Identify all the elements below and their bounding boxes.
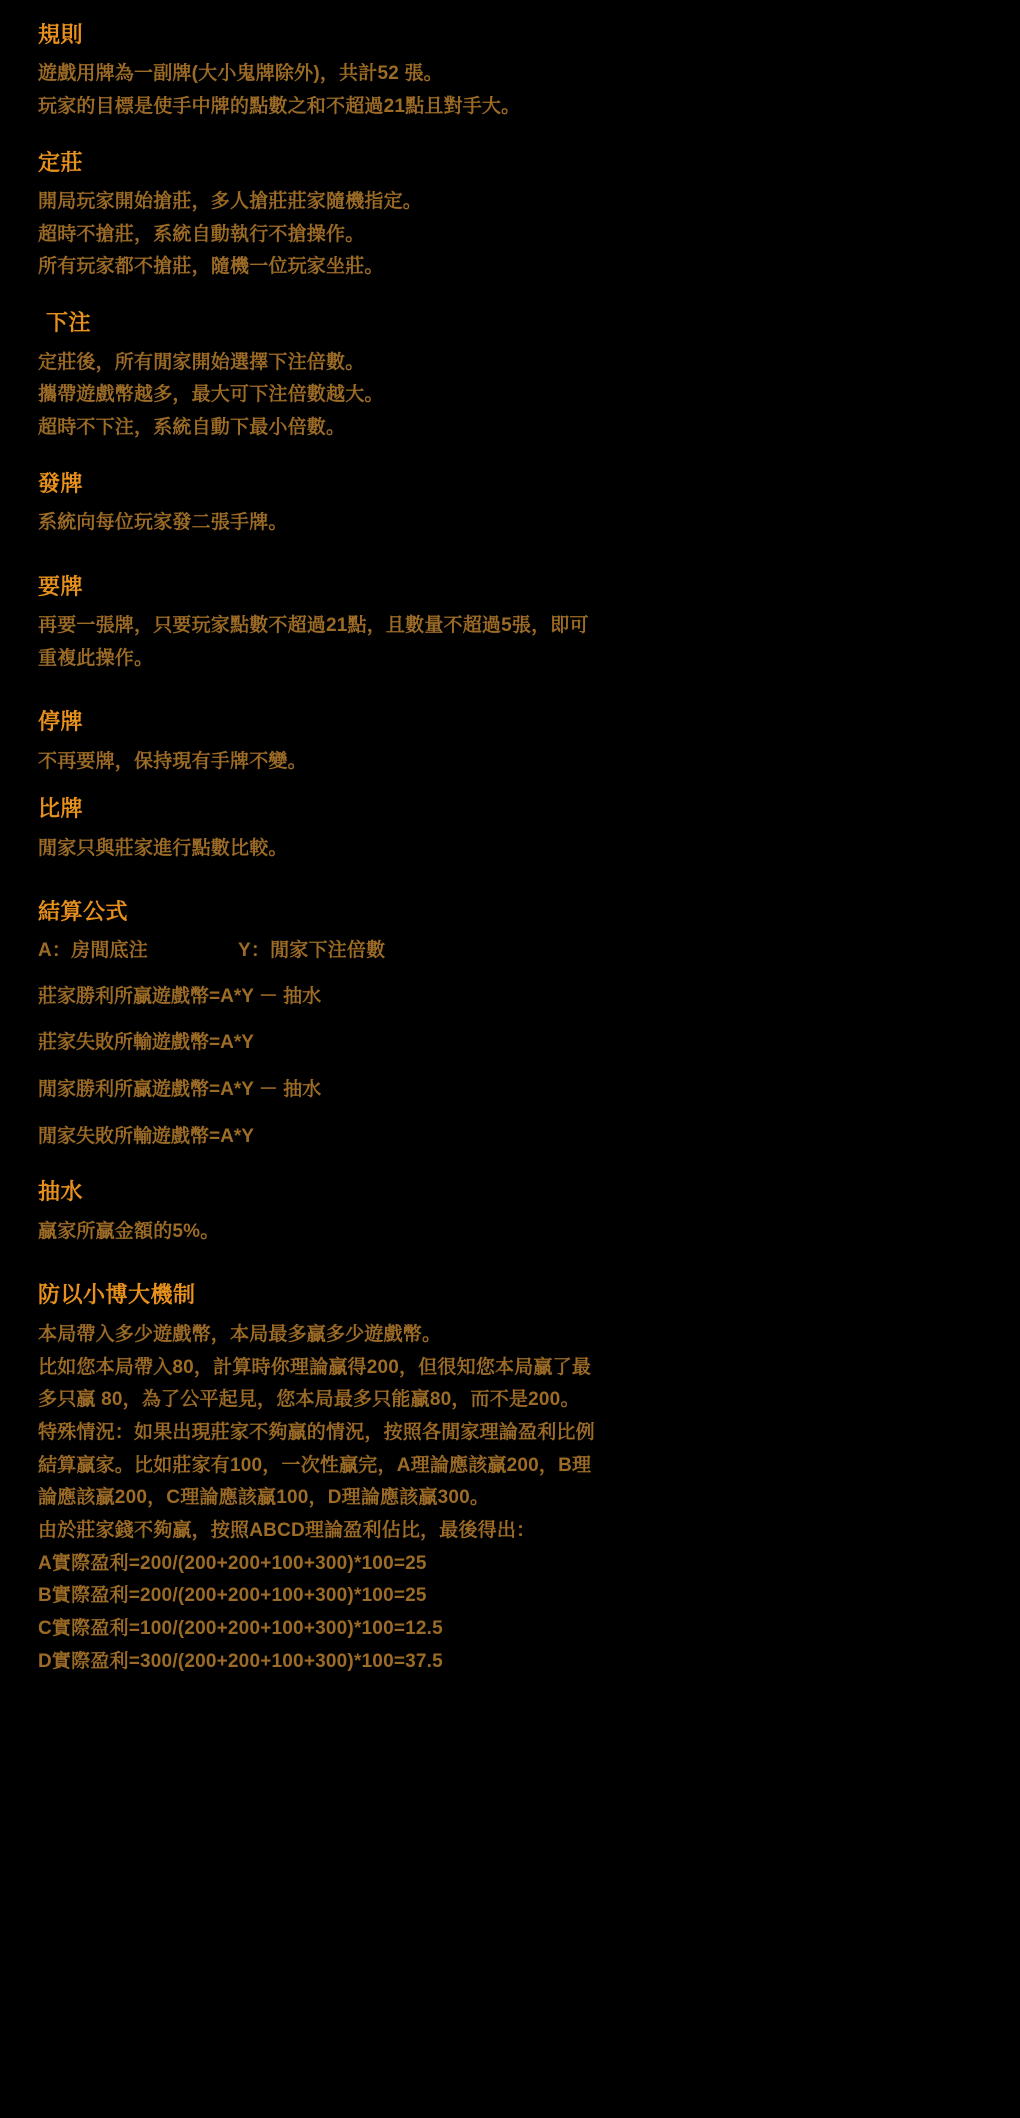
- text-line: 超時不搶莊，系統自動執行不搶操作。: [38, 223, 365, 245]
- text-line: 結算贏家。比如莊家有100，一次性贏完，A理論應該贏200，B理: [38, 1454, 592, 1476]
- text-line: C實際盈利=100/(200+200+100+300)*100=12.5: [38, 1617, 443, 1639]
- text-line: D實際盈利=300/(200+200+100+300)*100=37.5: [38, 1650, 443, 1672]
- text-line: 定莊後，所有閒家開始選擇下注倍數。: [38, 351, 365, 373]
- text-line: 閒家只與莊家進行點數比較。: [38, 837, 288, 859]
- section-title-settlement: 結算公式: [38, 899, 129, 925]
- section-title-hit: 要牌: [38, 573, 84, 599]
- text-line: 攜帶遊戲幣越多，最大可下注倍數越大。: [38, 384, 384, 406]
- section-body-betting: [38, 347, 982, 445]
- section-title-compare: 比牌: [38, 796, 84, 822]
- section-compare: [38, 796, 982, 865]
- section-dealer: [38, 150, 982, 284]
- section-body-rake: [38, 1216, 982, 1249]
- text-line: 不再要牌，保持現有手牌不變。: [38, 750, 307, 772]
- text-line: 重複此操作。: [38, 647, 154, 669]
- section-settlement: [38, 899, 982, 1149]
- text-line: A實際盈利=200/(200+200+100+300)*100=25: [38, 1552, 427, 1574]
- formula-line: 閒家勝利所贏遊戲幣=A*Y － 抽水: [38, 1079, 322, 1100]
- text-line: 開局玩家開始搶莊，多人搶莊莊家隨機指定。: [38, 191, 423, 213]
- section-limit: [38, 1282, 982, 1678]
- text-line: 再要一張牌，只要玩家點數不超過21點，且數量不超過5張，即可: [38, 615, 589, 636]
- settlement-legend: [38, 936, 982, 967]
- section-hit: [38, 574, 982, 676]
- text-line: 比如您本局帶入80，計算時你理論贏得200，但很知您本局贏了最: [38, 1356, 592, 1378]
- section-rules: [38, 22, 982, 124]
- legend-base-bet: A：房間底注: [38, 939, 148, 961]
- section-title-stand: 停牌: [38, 709, 84, 735]
- section-body-dealer: [38, 186, 982, 284]
- legend-player-multiplier: Y：閒家下注倍數: [238, 939, 386, 961]
- section-title-deal: 發牌: [38, 470, 84, 496]
- text-line: B實際盈利=200/(200+200+100+300)*100=25: [38, 1585, 427, 1607]
- section-title-betting: 下注: [46, 310, 92, 336]
- section-title-dealer: 定莊: [38, 149, 84, 175]
- text-line: 論應該贏200，C理論應該贏100，D理論應該贏300。: [38, 1487, 490, 1509]
- formula-line: 閒家失敗所輸遊戲幣=A*Y: [38, 1125, 254, 1147]
- section-title-limit: 防以小博大機制: [38, 1282, 196, 1308]
- section-rake: [38, 1179, 982, 1248]
- section-body-compare: [38, 833, 982, 866]
- section-title-rules: 規則: [38, 22, 84, 47]
- section-body-hit: [38, 610, 982, 675]
- text-line: 多只贏 80，為了公平起見，您本局最多只能贏80，而不是200。: [38, 1389, 580, 1411]
- section-deal: [38, 471, 982, 540]
- text-line: 玩家的目標是使手中牌的點數之和不超過21點且對手大。: [38, 96, 521, 118]
- formula-line: 莊家失敗所輸遊戲幣=A*Y: [38, 1032, 254, 1054]
- section-body-limit: [38, 1319, 982, 1678]
- formula-line: 莊家勝利所贏遊戲幣=A*Y － 抽水: [38, 985, 322, 1007]
- section-body-rules: [38, 58, 982, 123]
- text-line: 系統向每位玩家發二張手牌。: [38, 511, 288, 533]
- section-title-rake: 抽水: [38, 1179, 84, 1205]
- section-betting: [38, 310, 982, 444]
- section-body-stand: [38, 746, 982, 779]
- section-body-deal: [38, 507, 982, 540]
- text-line: 遊戲用牌為一副牌(大小鬼牌除外)，共計52 張。: [38, 63, 443, 85]
- text-line: 贏家所贏金額的5%。: [38, 1220, 220, 1242]
- text-line: 超時不下注，系統自動下最小倍數。: [38, 416, 346, 438]
- section-stand: [38, 709, 982, 778]
- text-line: 特殊情況：如果出現莊家不夠贏的情況，按照各閒家理論盈利比例: [38, 1421, 595, 1443]
- text-line: 所有玩家都不搶莊，隨機一位玩家坐莊。: [38, 256, 384, 278]
- text-line: 本局帶入多少遊戲幣，本局最多贏多少遊戲幣。: [38, 1323, 442, 1345]
- text-line: 由於莊家錢不夠贏，按照ABCD理論盈利佔比，最後得出：: [38, 1519, 536, 1541]
